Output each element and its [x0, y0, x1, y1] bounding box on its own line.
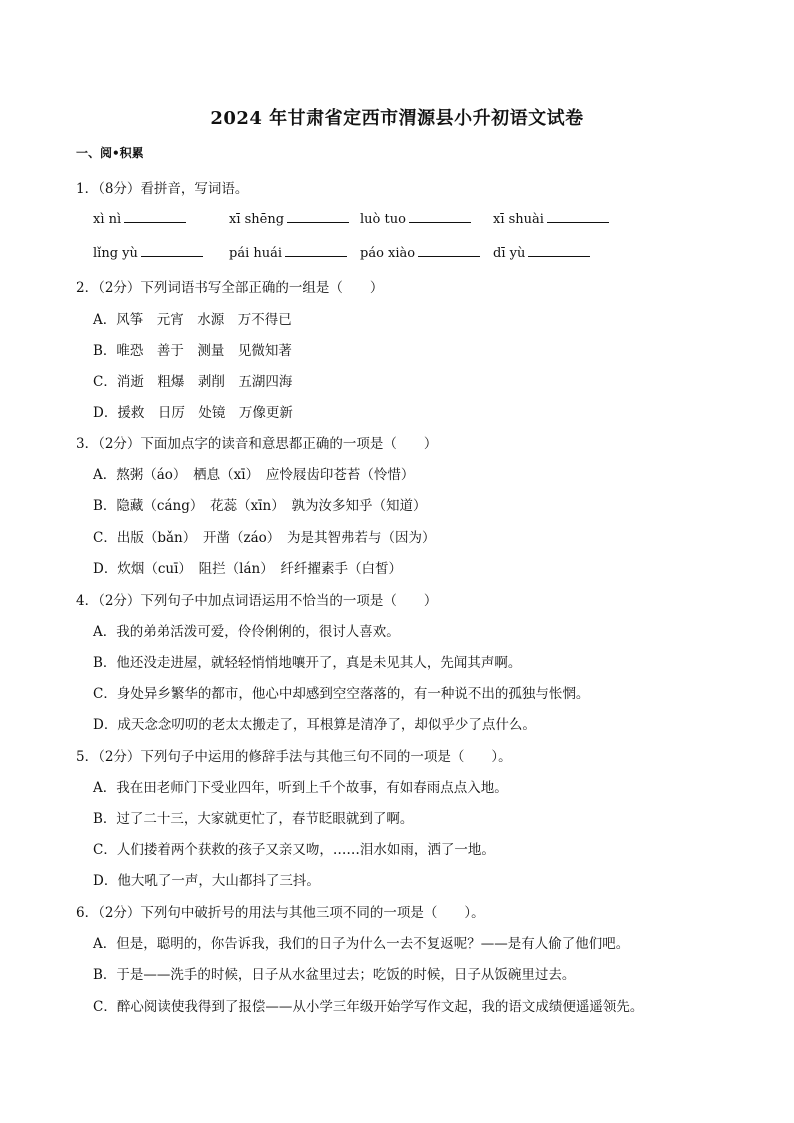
- question-6-option-c[interactable]: C．醉心阅读使我得到了报偿——从小学三年级开始学写作文起，我的语文成绩便遥遥领先。: [93, 999, 644, 1015]
- pinyin-text: xì nì: [93, 212, 122, 227]
- question-2-option-d[interactable]: D．援救 日厉 处镜 万像更新: [93, 405, 293, 421]
- question-4-option-a[interactable]: A．我的弟弟活泼可爱，伶伶俐俐的，很讨人喜欢。: [93, 624, 400, 640]
- pinyin-text: páo xiào: [360, 246, 416, 261]
- question-5-option-d[interactable]: D．他大吼了一声，大山都抖了三抖。: [93, 873, 320, 889]
- answer-blank[interactable]: [547, 210, 609, 223]
- question-4-option-b[interactable]: B．他还没走进屋，就轻轻悄悄地嚷开了，真是未见其人，先闻其声啊。: [93, 655, 522, 671]
- pinyin-item: [93, 244, 203, 261]
- question-5-option-a[interactable]: A．我在田老师门下受业四年，听到上千个故事，有如春雨点点入地。: [93, 780, 508, 796]
- section-heading: 一、阅•积累: [76, 146, 144, 160]
- question-4-option-d[interactable]: D．成天念念叨叨的老太太搬走了，耳根算是清净了，却似乎少了点什么。: [93, 717, 536, 733]
- exam-title: 2024 年甘肃省定西市渭源县小升初语文试卷: [210, 108, 584, 129]
- answer-blank[interactable]: [418, 244, 480, 257]
- question-1-stem: 1．（8分）看拼音，写词语。: [76, 181, 249, 197]
- answer-blank[interactable]: [285, 244, 347, 257]
- question-6-stem: 6．（2分）下列句中破折号的用法与其他三项不同的一项是（ ）。: [76, 905, 485, 921]
- pinyin-text: dī yù: [493, 246, 526, 261]
- question-4-stem: 4．（2分）下列句子中加点词语运用不恰当的一项是（ ）: [76, 593, 438, 609]
- question-4-option-c[interactable]: C．身处异乡繁华的都市，他心中却感到空空落落的，有一种说不出的孤独与怅惘。: [93, 686, 590, 702]
- answer-blank[interactable]: [124, 210, 186, 223]
- question-6-option-a[interactable]: A．但是，聪明的，你告诉我，我们的日子为什么一去不复返呢？——是有人偷了他们吧。: [93, 936, 630, 952]
- pinyin-item: [93, 210, 186, 227]
- pinyin-text: luò tuo: [360, 212, 406, 227]
- pinyin-text: pái huái: [229, 246, 283, 261]
- answer-blank[interactable]: [141, 244, 203, 257]
- question-3-option-b[interactable]: B．隐藏（cáng） 花蕊（xīn） 孰为汝多知乎（知道）: [93, 498, 427, 514]
- pinyin-item: [493, 210, 609, 227]
- pinyin-item: [360, 244, 480, 261]
- question-6-option-b[interactable]: B．于是——洗手的时候，日子从水盆里过去；吃饭的时候，日子从饭碗里过去。: [93, 967, 576, 983]
- question-2-option-b[interactable]: B．唯恐 善于 测量 见微知著: [93, 343, 292, 359]
- question-3-option-c[interactable]: C．出版（bǎn） 开凿（záo） 为是其智弗若与（因为）: [93, 530, 436, 546]
- question-5-option-c[interactable]: C．人们搂着两个获救的孩子又亲又吻，……泪水如雨，洒了一地。: [93, 842, 495, 858]
- pinyin-text: xī shuài: [493, 212, 544, 227]
- answer-blank[interactable]: [287, 210, 349, 223]
- question-2-stem: 2．（2分）下列词语书写全部正确的一组是（ ）: [76, 280, 384, 296]
- question-3-option-d[interactable]: D．炊烟（cuī） 阻拦（lán） 纤纤擢素手（白皙）: [93, 561, 402, 577]
- question-3-stem: 3．（2分）下面加点字的读音和意思都正确的一项是（ ）: [76, 436, 438, 452]
- pinyin-text: lǐng yù: [93, 246, 138, 261]
- pinyin-item: [229, 210, 349, 227]
- question-2-option-c[interactable]: C．消逝 粗爆 剥削 五湖四海: [93, 374, 293, 390]
- question-5-option-b[interactable]: B．过了二十三，大家就更忙了，春节眨眼就到了啊。: [93, 811, 414, 827]
- pinyin-item: [229, 244, 347, 261]
- question-2-option-a[interactable]: A．风筝 元宵 水源 万不得已: [93, 312, 292, 328]
- answer-blank[interactable]: [528, 244, 590, 257]
- question-5-stem: 5．（2分）下列句子中运用的修辞手法与其他三句不同的一项是（ ）。: [76, 749, 512, 765]
- pinyin-item: [360, 210, 471, 227]
- pinyin-item: [493, 244, 590, 261]
- answer-blank[interactable]: [409, 210, 471, 223]
- question-3-option-a[interactable]: A．熬粥（áo） 栖息（xī） 应怜屐齿印苍苔（怜惜）: [93, 467, 415, 483]
- pinyin-text: xī shēng: [229, 212, 285, 227]
